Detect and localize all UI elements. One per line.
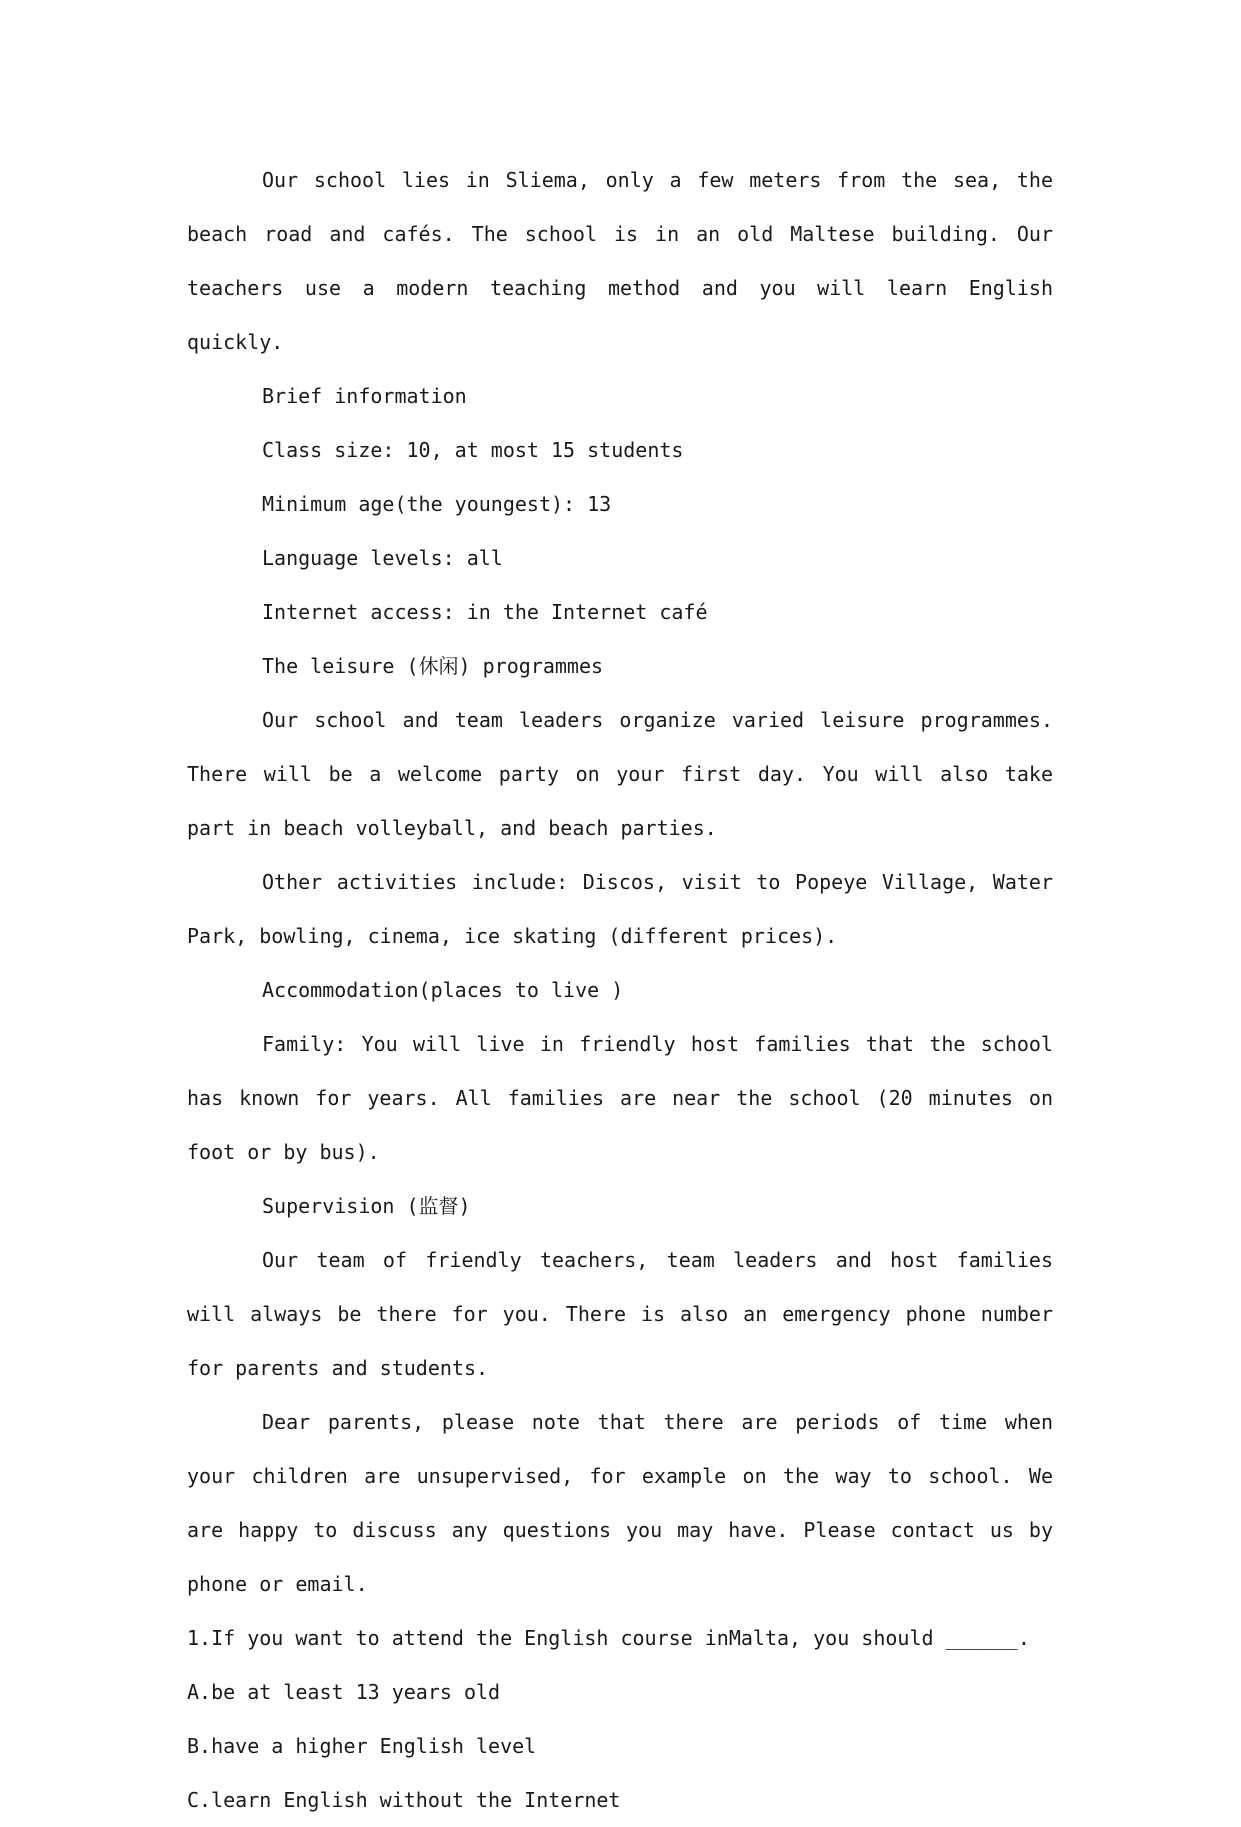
leisure-paragraph: Our school and team leaders organize varied leisure programmes. There will be a welcome party on your first day. You will also take part in beach volleyball, and beach parties. bbox=[187, 708, 1053, 840]
document-page bbox=[187, 153, 1053, 1827]
question-stem: 1.If you want to attend the English course inMalta, you should ______. bbox=[187, 1626, 1030, 1650]
supervision-paragraph: Our team of friendly teachers, team leaders and host families will always be there for you. There is also an emergency phone number for parents and students. bbox=[187, 1248, 1053, 1380]
family-paragraph: Family: You will live in friendly host families that the school has known for years. All families are near the school (20 minutes on foot or by bus). bbox=[187, 1032, 1053, 1164]
class-size-line: Class size: 10, at most 15 students bbox=[262, 438, 684, 462]
option-a: A.be at least 13 years old bbox=[187, 1680, 501, 1704]
option-c: C.learn English without the Internet bbox=[187, 1788, 621, 1812]
internet-access-line: Internet access: in the Internet café bbox=[262, 600, 708, 624]
other-activities-paragraph: Other activities include: Discos, visit to Popeye Village, Water Park, bowling, cinema, ice skating (different prices). bbox=[187, 870, 1053, 948]
leisure-heading: The leisure (休闲) programmes bbox=[262, 654, 604, 678]
supervision-heading: Supervision (监督) bbox=[262, 1194, 471, 1218]
brief-info-heading: Brief information bbox=[262, 384, 467, 408]
option-b: B.have a higher English level bbox=[187, 1734, 537, 1758]
minimum-age-line: Minimum age(the youngest): 13 bbox=[262, 492, 612, 516]
parents-paragraph: Dear parents, please note that there are periods of time when your children are unsupervised, for example on the way to school. We are happy to discuss any questions you may have. Please contact us by phone or email. bbox=[187, 1410, 1053, 1596]
intro-paragraph: Our school lies in Sliema, only a few meters from the sea, the beach road and cafés. The school is in an old Maltese building. Our teachers use a modern teaching method and you will learn English quickly. bbox=[187, 168, 1053, 354]
language-levels-line: Language levels: all bbox=[262, 546, 503, 570]
accommodation-heading: Accommodation(places to live ) bbox=[262, 978, 624, 1002]
